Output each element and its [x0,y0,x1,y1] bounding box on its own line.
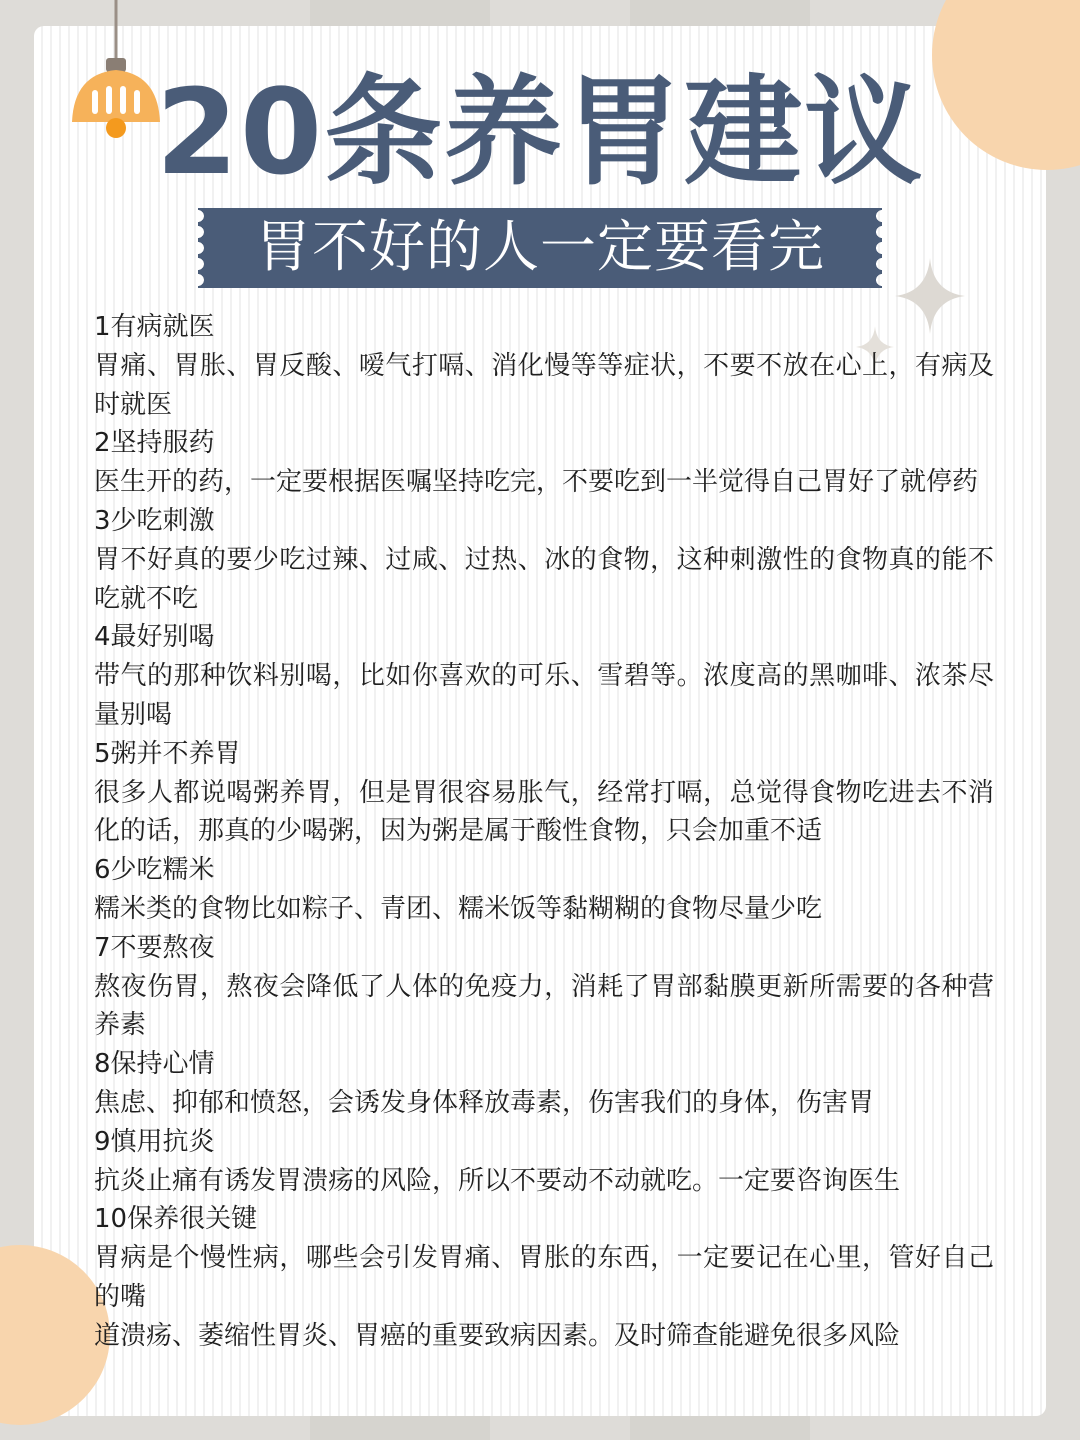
item-heading: 1有病就医 [94,312,215,342]
item-body: 胃病是个慢性病，哪些会引发胃痛、胃胀的东西，一定要记在心里，管好自己的嘴 [94,1243,994,1312]
list-item [94,851,994,929]
list-item [94,1200,994,1316]
list-item [94,735,994,851]
item-heading: 2坚持服药 [94,428,215,459]
item-body: 抗炎止痛有诱发胃溃疡的风险，所以不要动不动就吃。一定要咨询医生 [94,1165,901,1196]
item-heading: 5粥并不养胃 [94,738,241,769]
page-title: 20条养胃建议 [155,63,925,201]
list-item [94,1045,994,1123]
list-item [94,502,994,618]
item-body: 胃痛、胃胀、胃反酸、嗳气打嗝、消化慢等等症状，不要不放在心上，有病及时就医 [94,350,994,420]
item-heading: 4最好别喝 [94,622,215,653]
list-item [94,618,994,734]
page-subtitle: 胃不好的人一定要看完 [255,215,825,280]
item-heading: 10保养很关键 [94,1204,258,1235]
advice-list [94,308,994,1356]
list-item [94,1123,994,1201]
list-item [94,929,994,1045]
item-heading: 9慎用抗炎 [94,1126,215,1157]
item-body: 焦虑、抑郁和愤怒，会诱发身体释放毒素，伤害我们的身体，伤害胃 [94,1087,875,1118]
list-item [94,424,994,502]
item-heading: 3少吃刺激 [94,505,215,536]
item-heading: 6少吃糯米 [94,855,215,886]
item-heading: 7不要熬夜 [94,932,215,963]
item-body: 胃不好真的要少吃过辣、过咸、过热、冰的食物，这种刺激性的食物真的能不吃就不吃 [94,544,994,614]
item-body: 道溃疡、萎缩性胃炎、胃癌的重要致病因素。及时筛查能避免很多风险 [94,1320,901,1351]
list-item [94,308,994,424]
item-body: 医生开的药，一定要根据医嘱坚持吃完，不要吃到一半觉得自己胃好了就停药 [94,467,979,498]
item-heading: 8保持心情 [94,1049,215,1080]
list-item [94,1317,994,1356]
item-body: 熬夜伤胃，熬夜会降低了人体的免疫力，消耗了胃部黏膜更新所需要的各种营养素 [94,971,994,1041]
item-body: 糯米类的食物比如粽子、青团、糯米饭等黏糊糊的食物尽量少吃 [94,893,823,924]
item-body: 很多人都说喝粥养胃，但是胃很容易胀气，经常打嗝，总觉得食物吃进去不消化的话，那真的少喝粥，因为粥是属于酸性食物，只会加重不适 [94,777,994,847]
item-body: 带气的那种饮料别喝，比如你喜欢的可乐、雪碧等。浓度高的黑咖啡、浓茶尽量别喝 [94,661,994,730]
